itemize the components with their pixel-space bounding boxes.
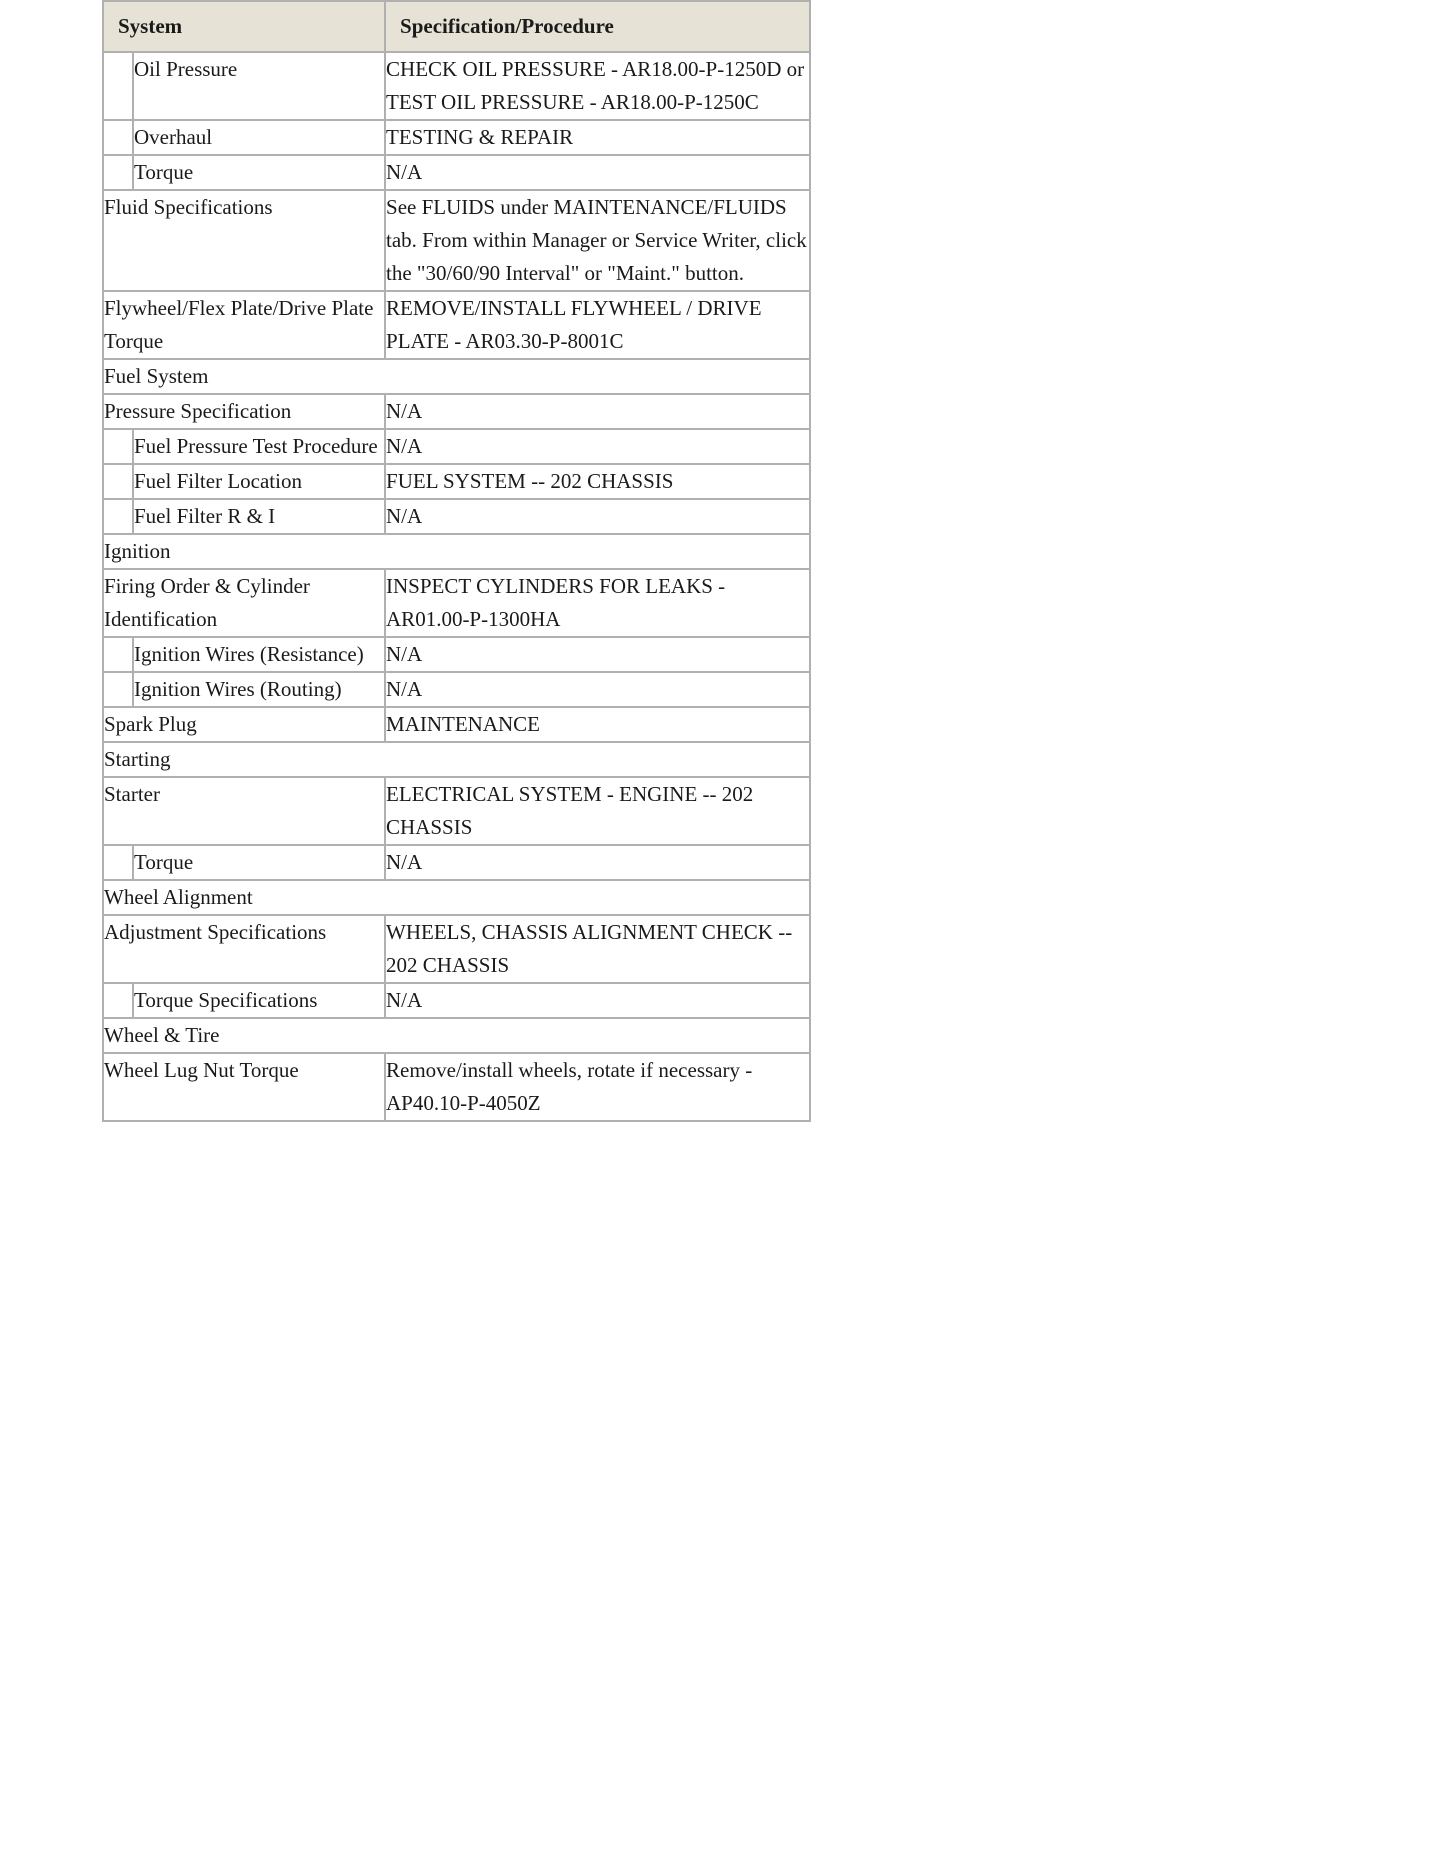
table-row <box>103 464 810 499</box>
table-row <box>103 534 810 569</box>
table-row <box>103 637 810 672</box>
system-cell: Fuel Filter Location <box>133 464 385 499</box>
spec-cell: REMOVE/INSTALL FLYWHEEL / DRIVE PLATE - AR03.30-P-8001C <box>385 291 810 359</box>
table-row <box>103 672 810 707</box>
table-row <box>103 1053 810 1121</box>
indent-cell <box>103 429 133 464</box>
indent-cell <box>103 672 133 707</box>
spec-cell: N/A <box>385 429 810 464</box>
spec-cell: FUEL SYSTEM -- 202 CHASSIS <box>385 464 810 499</box>
table-row <box>103 155 810 190</box>
system-cell: Adjustment Specifications <box>103 915 385 983</box>
indent-cell <box>103 155 133 190</box>
table-row <box>103 777 810 845</box>
header-row <box>103 1 810 52</box>
spec-cell: ELECTRICAL SYSTEM - ENGINE -- 202 CHASSIS <box>385 777 810 845</box>
spec-cell: TESTING & REPAIR <box>385 120 810 155</box>
spec-cell: N/A <box>385 637 810 672</box>
table-row <box>103 52 810 120</box>
system-cell: Torque <box>133 155 385 190</box>
table-row <box>103 880 810 915</box>
section-title: Wheel & Tire <box>103 1018 810 1053</box>
system-cell: Ignition Wires (Routing) <box>133 672 385 707</box>
table-row <box>103 707 810 742</box>
section-title: Fuel System <box>103 359 810 394</box>
table-row <box>103 983 810 1018</box>
system-cell: Oil Pressure <box>133 52 385 120</box>
system-cell: Spark Plug <box>103 707 385 742</box>
table-body <box>103 52 810 1121</box>
section-title: Ignition <box>103 534 810 569</box>
table-row <box>103 291 810 359</box>
system-cell: Fluid Specifications <box>103 190 385 291</box>
indent-cell <box>103 845 133 880</box>
table-row <box>103 915 810 983</box>
system-cell: Firing Order & Cylinder Identification <box>103 569 385 637</box>
spec-cell: N/A <box>385 672 810 707</box>
header-system: System <box>103 1 385 52</box>
system-cell: Fuel Filter R & I <box>133 499 385 534</box>
system-cell: Fuel Pressure Test Procedure <box>133 429 385 464</box>
system-cell: Torque <box>133 845 385 880</box>
table-row <box>103 1018 810 1053</box>
system-cell: Flywheel/Flex Plate/Drive Plate Torque <box>103 291 385 359</box>
spec-cell: INSPECT CYLINDERS FOR LEAKS - AR01.00-P-1300HA <box>385 569 810 637</box>
system-cell: Ignition Wires (Resistance) <box>133 637 385 672</box>
spec-cell: Remove/install wheels, rotate if necessary - AP40.10-P-4050Z <box>385 1053 810 1121</box>
spec-cell: N/A <box>385 845 810 880</box>
system-cell: Overhaul <box>133 120 385 155</box>
system-cell: Torque Specifications <box>133 983 385 1018</box>
indent-cell <box>103 499 133 534</box>
specification-table <box>102 0 811 1122</box>
table-row <box>103 359 810 394</box>
table-row <box>103 569 810 637</box>
spec-cell: See FLUIDS under MAINTENANCE/FLUIDS tab. From within Manager or Service Writer, click the "30/60/90 Interval" or "Maint." button. <box>385 190 810 291</box>
spec-cell: N/A <box>385 983 810 1018</box>
table-row <box>103 394 810 429</box>
spec-cell: MAINTENANCE <box>385 707 810 742</box>
system-cell: Wheel Lug Nut Torque <box>103 1053 385 1121</box>
table-row <box>103 190 810 291</box>
system-cell: Pressure Specification <box>103 394 385 429</box>
spec-cell: N/A <box>385 155 810 190</box>
spec-cell: CHECK OIL PRESSURE - AR18.00-P-1250D or TEST OIL PRESSURE - AR18.00-P-1250C <box>385 52 810 120</box>
table-row <box>103 845 810 880</box>
spec-cell: WHEELS, CHASSIS ALIGNMENT CHECK -- 202 CHASSIS <box>385 915 810 983</box>
table-row <box>103 429 810 464</box>
indent-cell <box>103 983 133 1018</box>
table-row <box>103 499 810 534</box>
header-spec: Specification/Procedure <box>385 1 810 52</box>
spec-cell: N/A <box>385 499 810 534</box>
indent-cell <box>103 52 133 120</box>
table-row <box>103 742 810 777</box>
section-title: Wheel Alignment <box>103 880 810 915</box>
section-title: Starting <box>103 742 810 777</box>
indent-cell <box>103 637 133 672</box>
system-cell: Starter <box>103 777 385 845</box>
spec-cell: N/A <box>385 394 810 429</box>
indent-cell <box>103 120 133 155</box>
table-row <box>103 120 810 155</box>
indent-cell <box>103 464 133 499</box>
